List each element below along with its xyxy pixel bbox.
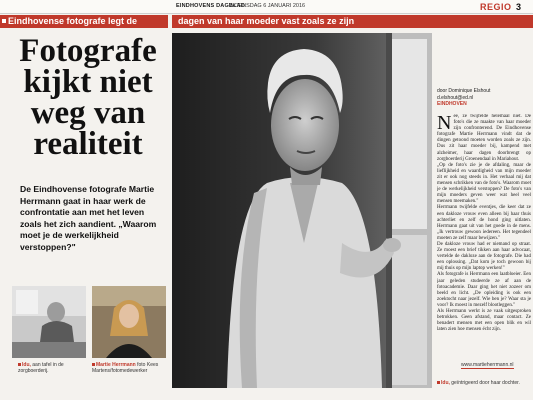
- thumb-caption-right: [92, 362, 168, 374]
- issue-date: WOENSDAG 6 JANUARI 2016: [229, 3, 306, 9]
- article-paragraph-4: De dakloze vrouw had er niemand op straat. Ze moest een brief tikken aan haar advocaat, vertelde de dakloze aan de fotografe. Die had een oplossing. „Dat kom je toch gewoon bij mij thuis op mijn laptop werken!": [437, 241, 531, 272]
- masthead: [0, 0, 533, 14]
- caption-marker-icon: [92, 363, 95, 366]
- article-body: [437, 114, 531, 333]
- elderly-woman-at-window-illustration: [172, 33, 432, 388]
- main-photo-caption-label: Idu,: [441, 380, 450, 386]
- caption-marker-icon: [437, 381, 440, 384]
- thumb-caption-left-text: aan tafel in de zorgboerderij.: [18, 362, 64, 374]
- thumbnail-mother-photo: [12, 286, 86, 358]
- caption-marker-icon: [18, 363, 21, 366]
- article-paragraph-3: Herrmann twijfelde eventjes, die keer dat ze een dakloze vrouw even alleen bij haar thuis achterliet en zelf de hond ging uitlaten. Herrmann gaat uit van het goede in de mens. „Ik vertrouw gewoon iedereen. Het tegendeel moeten ze zelf maar bewijzen.": [437, 205, 531, 241]
- kicker-right: dagen van haar moeder vast zoals ze zijn: [172, 15, 533, 28]
- newspaper-name: EINDHOVENS DAGBLAD: [176, 3, 245, 9]
- photographer-portrait-illustration: [92, 286, 166, 358]
- kicker-left: Eindhovense fotografe legt de: [0, 15, 168, 28]
- mother-at-table-illustration: [12, 286, 86, 358]
- article-paragraph-5: Als fotografe is Herrmann een laatbloeier. Een jaar geleden studeerde ze af aan de fotoacademie. Daar ging het niet zozeer om beeld en licht. „De opleiding is ook een zoektocht naar jezelf. Wie ben je? Waar sta je voor? Ik moest in mezelf blootleggen.": [437, 272, 531, 308]
- headline: Fotografe kijkt niet weg van realiteit: [19, 33, 157, 162]
- thumb-caption-right-label: Martie Herrmann: [96, 362, 136, 368]
- website-link[interactable]: www.martieherrmann.nl: [461, 362, 514, 368]
- main-photo-caption: [437, 380, 531, 386]
- section-name: REGIO: [480, 2, 512, 12]
- article-paragraph-6: Als Herrmann werkt is ze vaak uitgesproken betrokken. Geen afstand, maar contact. Ze benadert mensen met een open blik en wil laten zien hoe mensen écht zijn.: [437, 309, 531, 333]
- article-paragraph-2: „Op de foto's zie je de afdaling, maar de lieflijkheid en waardigheid van mijn moeder zit er ook nog steeds in. Het verhaal mij dat mensen schrikken van de foto's. Waarom moet je de werkelijkheid verstoppen? De foto's van mijn moeders geven weer wat heel veel mensen meemaken.": [437, 162, 531, 205]
- thumb-caption-right-text: foto Kees Martens/fotomedewerker: [92, 362, 159, 374]
- byline-email: d.elshout@ed.nl: [437, 94, 474, 101]
- byline-author: door Dominique Elshout: [437, 88, 491, 94]
- main-photo-caption-text: geïntrigeerd door haar dochter.: [451, 380, 520, 386]
- byline-place: EINDHOVEN: [437, 101, 467, 107]
- main-photo: [172, 33, 432, 388]
- thumb-caption-left-label: Idu,: [22, 362, 31, 368]
- thumbnail-photographer-portrait: [92, 286, 166, 358]
- drop-cap: N: [437, 114, 452, 134]
- page-number: 3: [516, 2, 522, 12]
- thumb-caption-left: [18, 362, 86, 374]
- byline: [437, 88, 533, 108]
- article-paragraph: [437, 114, 531, 163]
- article-paragraph-1: ee, ze twijfelde helemaal niet. De foto's die ze maakte van haar moeder zijn confronterend. De Eindhovense fotografe Martie Herrmann vindt dat de dingen getoond moeten worden zoals ze zijn. Dus zit haar moeder bij, kampend met alzheimer, haar dagen doorbrengt op zorgboerderij Groenendaal in Mariahout.: [437, 114, 531, 162]
- intro-lead: De Eindhovense fotografe Martie Herrmann gaat in haar werk de confrontatie aan met het leven zoals het zich aandient. „Waarom moet je de werkelijkheid verstoppen?": [20, 184, 157, 252]
